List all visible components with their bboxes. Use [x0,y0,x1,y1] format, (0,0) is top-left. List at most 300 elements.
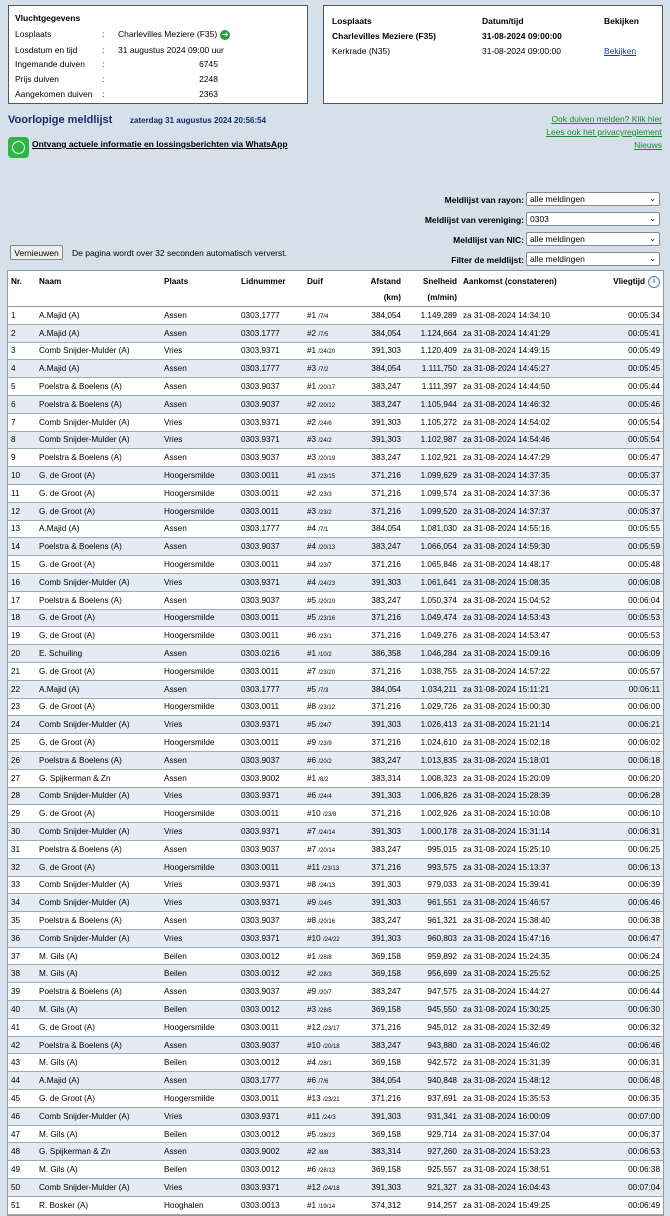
cell-pigeon [304,734,356,752]
cell-place: Assen [161,751,238,769]
cell-member: 0303.9037 [238,840,304,858]
cell-member: 0303.9371 [238,876,304,894]
cell-flight-time: 00:06:08 [588,573,663,591]
cell-arrival: za 31-08-2024 15:30:25 [460,1001,588,1019]
flight-row-arrived [15,89,305,102]
cell-arrival: za 31-08-2024 15:28:39 [460,787,588,805]
cell-name: Comb Snijder-Mulder (A) [36,1107,161,1125]
info-icon[interactable]: i [648,276,660,288]
cell-distance: 383,314 [356,1143,404,1161]
cell-pigeon [304,1196,356,1214]
cell-name: G. de Groot (A) [36,627,161,645]
cell-arrival: za 31-08-2024 14:37:35 [460,467,588,485]
cell-arrival: za 31-08-2024 15:31:14 [460,823,588,841]
col-speed-unit: (m/min) [427,293,457,302]
cell-speed: 1.061,641 [404,573,460,591]
cell-name: G. de Groot (A) [36,502,161,520]
cell-pigeon [304,983,356,1001]
cell-nr: 26 [8,751,36,769]
cell-name: Comb Snijder-Mulder (A) [36,1179,161,1197]
cell-member: 0303.9371 [238,413,304,431]
cell-pigeon [304,912,356,930]
cell-arrival: za 31-08-2024 15:32:49 [460,1018,588,1036]
cell-name: Poelstra & Boelens (A) [36,395,161,413]
page-date: zaterdag 31 augustus 2024 20:56:54 [130,116,267,125]
pigeon-ratio: /28/3 [318,972,332,979]
cell-place: Vries [161,876,238,894]
cell-nr: 43 [8,1054,36,1072]
cell-flight-time: 00:05:34 [588,307,663,325]
pigeon-rank: #5 [307,720,317,730]
cell-place: Assen [161,1072,238,1090]
pigeon-ratio: /19/14 [318,1203,336,1210]
club-select[interactable] [526,212,660,226]
cell-flight-time: 00:06:21 [588,716,663,734]
table-row [8,307,663,325]
select-value: alle meldingen [530,194,585,204]
cell-nr: 45 [8,1090,36,1108]
pigeon-ratio: /23/1 [318,634,332,641]
cell-arrival: za 31-08-2024 14:59:30 [460,538,588,556]
cell-member: 0303.9002 [238,769,304,787]
cell-name: Poelstra & Boelens (A) [36,751,161,769]
cell-distance: 371,216 [356,698,404,716]
cell-place: Vries [161,823,238,841]
cell-distance: 371,216 [356,467,404,485]
page-title: Voorlopige meldlijst [8,114,113,126]
pigeon-rank: #13 [307,1093,321,1103]
pigeon-rank: #7 [307,844,317,854]
cell-place: Assen [161,324,238,342]
list-filter-select[interactable] [526,252,660,266]
cell-member: 0303.9371 [238,342,304,360]
cell-place: Hoogersmilde [161,502,238,520]
cell-speed: 1.102,921 [404,449,460,467]
cell-place: Assen [161,307,238,325]
table-row [8,751,663,769]
table-row [8,520,663,538]
cell-arrival: za 31-08-2024 14:54:02 [460,413,588,431]
cell-arrival: za 31-08-2024 16:04:43 [460,1179,588,1197]
col-distance-label: Afstand [370,277,401,286]
cell-speed: 1.046,284 [404,645,460,663]
col-speed-label: Snelheid [422,277,457,286]
col-member: Lidnummer [238,271,304,307]
pigeon-ratio: /20/10 [318,598,336,605]
cell-name: Comb Snijder-Mulder (A) [36,431,161,449]
pigeon-rank: #4 [307,542,317,552]
cell-nr: 21 [8,662,36,680]
pigeon-ratio: /20/17 [318,385,336,392]
cell-arrival: za 31-08-2024 14:41:29 [460,324,588,342]
table-row [8,360,663,378]
cell-name: G. de Groot (A) [36,734,161,752]
cell-flight-time: 00:06:35 [588,1090,663,1108]
pigeon-rank: #7 [307,827,317,836]
cell-pigeon [304,1054,356,1072]
cell-place: Hoogersmilde [161,556,238,574]
cell-speed: 1.149,289 [404,307,460,325]
table-row [8,823,663,841]
table-row [8,787,663,805]
cell-member: 0303.9037 [238,983,304,1001]
cell-flight-time: 00:06:47 [588,929,663,947]
cell-pigeon [304,324,356,342]
cell-member: 0303.0012 [238,1054,304,1072]
cell-speed: 1.066,054 [404,538,460,556]
cell-arrival: za 31-08-2024 14:44:50 [460,378,588,396]
cell-speed: 945,012 [404,1018,460,1036]
cell-pigeon [304,395,356,413]
cell-flight-time: 00:06:32 [588,1018,663,1036]
cell-pigeon [304,431,356,449]
release-header-place: Losplaats [332,16,372,26]
pigeon-ratio: /23/9 [318,741,332,748]
flight-value [118,29,230,40]
cell-speed: 1.049,276 [404,627,460,645]
pigeon-rank: #3 [307,364,317,374]
pigeon-ratio: /24/6 [318,420,332,427]
cell-speed: 931,341 [404,1107,460,1125]
view-link[interactable]: Bekijken [604,46,637,56]
cell-flight-time: 00:05:49 [588,342,663,360]
cell-nr: 17 [8,591,36,609]
table-row [8,467,663,485]
table-row [8,662,663,680]
cell-member: 0303.1777 [238,324,304,342]
cell-speed: 929,714 [404,1125,460,1143]
table-row [8,1018,663,1036]
flight-row-release-date [15,45,305,58]
cell-speed: 1.026,413 [404,716,460,734]
report-pigeons-link[interactable]: Ook duiven melden? Klik hier [551,114,662,124]
cell-name: M. Gils (A) [36,1125,161,1143]
cell-arrival: za 31-08-2024 15:53:23 [460,1143,588,1161]
cell-arrival: za 31-08-2024 15:46:57 [460,894,588,912]
cell-member: 0303.1777 [238,520,304,538]
cell-member: 0303.9371 [238,823,304,841]
pigeon-rank: #9 [307,987,317,997]
cell-distance: 384,054 [356,520,404,538]
news-link[interactable]: Nieuws [634,140,662,150]
cell-speed: 1.105,944 [404,395,460,413]
col-distance-unit: (km) [383,293,401,302]
cell-member: 0303.9037 [238,449,304,467]
cell-flight-time: 00:06:31 [588,823,663,841]
cell-speed: 1.099,629 [404,467,460,485]
cell-flight-time: 00:05:37 [588,467,663,485]
cell-speed: 1.111,397 [404,378,460,396]
cell-place: Beilen [161,1125,238,1143]
cell-place: Vries [161,573,238,591]
cell-distance: 384,054 [356,680,404,698]
chevron-down-icon: ⌄ [649,234,656,243]
privacy-link[interactable]: Lees ook het privacyreglement [546,127,662,137]
cell-flight-time: 00:06:20 [588,769,663,787]
cell-place: Hoogersmilde [161,627,238,645]
cell-name: Comb Snijder-Mulder (A) [36,894,161,912]
cell-pigeon [304,680,356,698]
cell-arrival: za 31-08-2024 15:39:41 [460,876,588,894]
cell-speed: 1.006,826 [404,787,460,805]
cell-member: 0303.9037 [238,912,304,930]
cell-speed: 1.013,835 [404,751,460,769]
select-value: alle meldingen [530,254,585,264]
cell-distance: 371,216 [356,1090,404,1108]
flight-row-release-place [15,29,305,42]
cell-nr: 46 [8,1107,36,1125]
cell-arrival: za 31-08-2024 15:00:30 [460,698,588,716]
cell-nr: 16 [8,573,36,591]
pigeon-rank: #5 [307,595,317,605]
flight-label: Losdatum en tijd [15,45,78,55]
pigeon-rank: #2 [307,328,317,338]
cell-speed: 979,033 [404,876,460,894]
cell-flight-time: 00:06:02 [588,734,663,752]
cell-place: Assen [161,983,238,1001]
cell-name: G. Spijkerman & Zn [36,1143,161,1161]
pigeon-rank: #5 [307,684,317,694]
cell-speed: 959,892 [404,947,460,965]
table-row [8,805,663,823]
cell-pigeon [304,1161,356,1179]
table-row [8,342,663,360]
cell-flight-time: 00:07:04 [588,1179,663,1197]
cell-member: 0303.9371 [238,573,304,591]
cell-member: 0303.9002 [238,1143,304,1161]
whatsapp-icon[interactable] [8,137,29,158]
cell-distance: 384,054 [356,307,404,325]
cell-name: A.Majid (A) [36,520,161,538]
pigeon-ratio: /20/7 [318,990,332,997]
table-row [8,324,663,342]
cell-name: Comb Snijder-Mulder (A) [36,716,161,734]
cell-nr: 15 [8,556,36,574]
flight-label: Ingemande duiven [15,59,85,69]
cell-arrival: za 31-08-2024 14:34:10 [460,307,588,325]
cell-nr: 18 [8,609,36,627]
cell-place: Vries [161,413,238,431]
cell-nr: 44 [8,1072,36,1090]
pigeon-rank: #2 [307,969,317,979]
table-row [8,680,663,698]
table-row [8,1125,663,1143]
pigeon-ratio: /23/21 [322,1096,340,1103]
cell-name: Poelstra & Boelens (A) [36,1036,161,1054]
cell-place: Hoogersmilde [161,734,238,752]
cell-flight-time: 00:06:37 [588,1125,663,1143]
pigeon-ratio: /20/2 [318,758,332,765]
cell-member: 0303.9037 [238,378,304,396]
cell-pigeon [304,965,356,983]
cell-arrival: za 31-08-2024 15:10:08 [460,805,588,823]
cell-nr: 8 [8,431,36,449]
cell-flight-time: 00:06:30 [588,1001,663,1019]
cell-member: 0303.9037 [238,538,304,556]
cell-flight-time: 00:06:53 [588,1143,663,1161]
cell-distance: 384,054 [356,360,404,378]
cell-distance: 374,312 [356,1196,404,1214]
cell-speed: 1.008,323 [404,769,460,787]
cell-speed: 1.105,272 [404,413,460,431]
cell-flight-time: 00:06:39 [588,876,663,894]
cell-arrival: za 31-08-2024 15:13:37 [460,858,588,876]
cell-speed: 945,550 [404,1001,460,1019]
cell-pigeon [304,609,356,627]
cell-place: Hoogersmilde [161,698,238,716]
cell-arrival: za 31-08-2024 15:38:51 [460,1161,588,1179]
cell-distance: 391,303 [356,431,404,449]
cell-speed: 1.099,520 [404,502,460,520]
cell-place: Beilen [161,965,238,983]
cell-distance: 391,303 [356,894,404,912]
cell-member: 0303.0012 [238,947,304,965]
cell-arrival: za 31-08-2024 15:24:35 [460,947,588,965]
cell-name: G. de Groot (A) [36,1018,161,1036]
cell-nr: 9 [8,449,36,467]
table-row [8,965,663,983]
results-table [7,270,664,1216]
cell-name: Comb Snijder-Mulder (A) [36,823,161,841]
cell-arrival: za 31-08-2024 14:45:27 [460,360,588,378]
cell-flight-time: 00:06:10 [588,805,663,823]
chevron-down-icon: ⌄ [649,214,656,223]
cell-member: 0303.0011 [238,467,304,485]
cell-flight-time: 00:05:37 [588,502,663,520]
cell-pigeon [304,1036,356,1054]
cell-flight-time: 00:05:44 [588,378,663,396]
cell-place: Assen [161,680,238,698]
table-row [8,556,663,574]
rayon-select[interactable] [526,192,660,206]
pigeon-ratio: /20/13 [318,545,336,552]
cell-name: Comb Snijder-Mulder (A) [36,342,161,360]
cell-distance: 383,247 [356,983,404,1001]
cell-distance: 391,303 [356,787,404,805]
pigeon-ratio: /23/2 [318,509,332,516]
pigeon-ratio: /7/2 [318,367,329,374]
pigeon-ratio: /28/5 [318,1007,332,1014]
pigeon-ratio: /23/16 [318,616,336,623]
cell-flight-time: 00:05:54 [588,431,663,449]
pigeon-rank: #11 [307,862,321,872]
cell-place: Hoogersmilde [161,805,238,823]
table-row [8,1196,663,1214]
cell-pigeon [304,449,356,467]
cell-distance: 369,158 [356,1001,404,1019]
pigeon-ratio: /23/15 [318,474,336,481]
cell-distance: 371,216 [356,556,404,574]
pigeon-rank: #12 [307,1182,321,1192]
pigeon-rank: #1 [307,951,317,961]
cell-pigeon [304,342,356,360]
cell-nr: 31 [8,840,36,858]
cell-member: 0303.1777 [238,307,304,325]
cell-place: Assen [161,591,238,609]
table-row [8,1179,663,1197]
table-row [8,912,663,930]
cell-nr: 19 [8,627,36,645]
cell-distance: 391,303 [356,342,404,360]
cell-arrival: za 31-08-2024 15:08:35 [460,573,588,591]
pigeon-ratio: /24/5 [318,901,332,908]
cell-nr: 47 [8,1125,36,1143]
pigeon-ratio: /24/7 [318,723,332,730]
cell-pigeon [304,538,356,556]
cell-member: 0303.0011 [238,502,304,520]
cell-member: 0303.9037 [238,1036,304,1054]
cell-place: Hooghalen [161,1196,238,1214]
cell-pigeon [304,805,356,823]
cell-member: 0303.1777 [238,680,304,698]
cell-speed: 1.081,030 [404,520,460,538]
table-row [8,627,663,645]
whatsapp-link[interactable]: Ontvang actuele informatie en lossingsberichten via WhatsApp [32,139,288,149]
pigeon-ratio: /28/1 [318,1061,332,1068]
release-places-panel [323,5,663,104]
table-row [8,502,663,520]
pigeon-rank: #4 [307,1058,317,1068]
pigeon-rank: #6 [307,1076,317,1086]
cell-speed: 1.000,178 [404,823,460,841]
pigeon-ratio: /7/6 [318,1079,329,1086]
cell-place: Assen [161,1036,238,1054]
pigeon-rank: #9 [307,898,317,908]
cell-name: G. de Groot (A) [36,858,161,876]
pigeon-ratio: /20/12 [318,402,336,409]
cell-arrival: za 31-08-2024 14:47:29 [460,449,588,467]
refresh-button[interactable]: Vernieuwen [10,245,63,260]
select-value: alle meldingen [530,234,585,244]
cell-pigeon [304,645,356,663]
cell-flight-time: 00:06:18 [588,751,663,769]
cell-nr: 20 [8,645,36,663]
cell-name: Poelstra & Boelens (A) [36,538,161,556]
cell-name: M. Gils (A) [36,947,161,965]
cell-nr: 29 [8,805,36,823]
cell-nr: 39 [8,983,36,1001]
table-row [8,413,663,431]
table-row [8,609,663,627]
cell-pigeon [304,627,356,645]
cell-member: 0303.0011 [238,1090,304,1108]
cell-pigeon [304,947,356,965]
cell-place: Hoogersmilde [161,467,238,485]
cell-speed: 1.034,211 [404,680,460,698]
cell-pigeon [304,1125,356,1143]
cell-place: Assen [161,395,238,413]
pigeon-ratio: /23/20 [318,669,336,676]
cell-place: Vries [161,431,238,449]
cell-flight-time: 00:06:46 [588,1036,663,1054]
cell-distance: 371,216 [356,805,404,823]
flight-separator: : [102,89,105,99]
table-row [8,947,663,965]
col-speed [404,271,460,307]
table-row [8,876,663,894]
nic-select[interactable] [526,232,660,246]
cell-place: Hoogersmilde [161,1018,238,1036]
cell-name: Comb Snijder-Mulder (A) [36,573,161,591]
release-datetime: 31-08-2024 09:00:00 [482,46,561,56]
release-place: Charlevilles Meziere (F35) [332,31,436,41]
cell-pigeon [304,823,356,841]
cell-place: Vries [161,1107,238,1125]
cell-distance: 383,247 [356,591,404,609]
flight-row-entered [15,59,305,72]
pigeon-rank: #8 [307,915,317,925]
arrow-right-icon[interactable]: ➜ [221,29,229,39]
